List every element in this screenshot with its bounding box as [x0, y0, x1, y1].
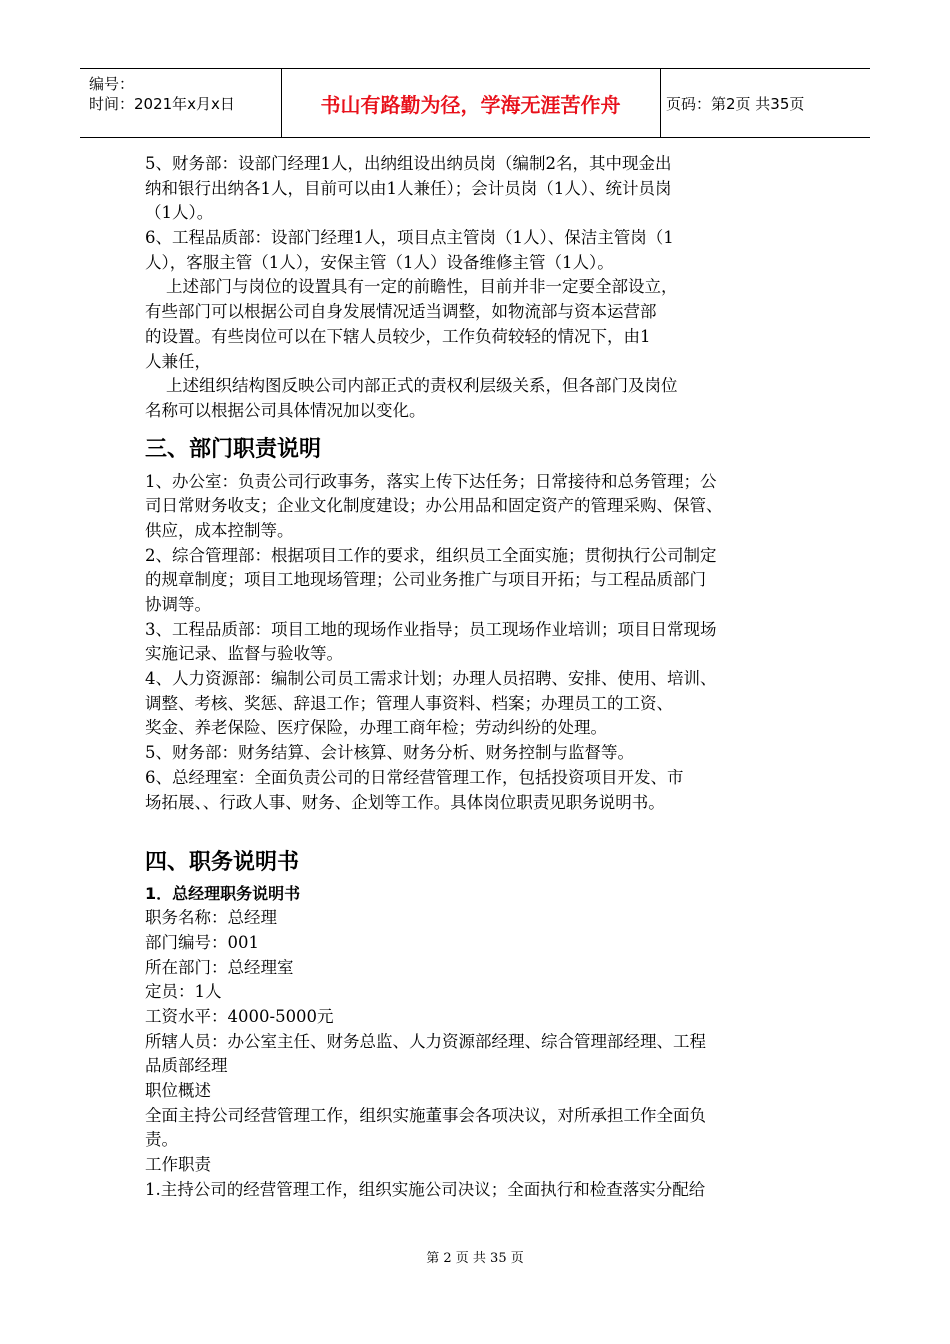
text-line: 调整、考核、奖惩、辞退工作；管理人事资料、档案；办理员工的工资、 — [145, 693, 673, 713]
text-line: 定员：1人 — [145, 982, 222, 1002]
page-footer: 第 2 页 共 35 页 — [426, 1251, 524, 1266]
text-line: 5、财务部：财务结算、会计核算、财务分析、财务控制与监督等。 — [145, 743, 634, 763]
text-line: 协调等。 — [145, 595, 211, 614]
text-line: 3、工程品质部：项目工地的现场作业指导；员工现场作业培训；项目日常现场 — [145, 619, 717, 639]
text-line: 1.主持公司的经营管理工作，组织实施公司决议；全面执行和检查落实分配给 — [145, 1179, 706, 1199]
text-line: 1、办公室：负责公司行政事务，落实上传下达任务；日常接待和总务管理；公 — [145, 471, 717, 491]
text-line: 奖金、养老保险、医疗保险，办理工商年检；劳动纠纷的处理。 — [145, 718, 607, 738]
text-line: 人），客服主管（1人），安保主管（1人）设备维修主管（1人）。 — [145, 252, 614, 272]
text-line: 品质部经理 — [145, 1056, 228, 1076]
text-line: 的规章制度；项目工地现场管理；公司业务推广与项目开拓；与工程品质部门 — [145, 570, 706, 590]
text-line: 工作职责 — [145, 1155, 211, 1175]
org-structure-paragraphs — [145, 152, 825, 424]
text-line: 5、财务部：设部门经理1人，出纳组设出纳员岗（编制2名，其中现金出 — [145, 154, 672, 173]
dept-duties-paragraphs — [145, 470, 825, 816]
subheading-gm-job-description: 1．总经理职务说明书 — [145, 884, 301, 904]
text-line: 所辖人员：办公室主任、财务总监、人力资源部经理、综合管理部经理、工程 — [145, 1031, 706, 1051]
document-body — [145, 152, 825, 1202]
header-motto: 书山有路勤为径，学海无涯苦作舟 — [320, 92, 621, 117]
text-line: 司日常财务收支；企业文化制度建设；办公用品和固定资产的管理采购、保管、 — [145, 496, 723, 516]
text-line: 纳和银行出纳各1人，目前可以由1人兼任）；会计员岗（1人）、统计员岗 — [145, 178, 672, 198]
text-line: 2、综合管理部：根据项目工作的要求，组织员工全面实施；贯彻执行公司制定 — [145, 545, 717, 565]
header-page-label: 页码：第2页 共35页 — [666, 94, 805, 113]
text-line: 职务名称：总经理 — [145, 908, 277, 928]
document-date-label: 时间：2021年x月x日 — [89, 95, 235, 113]
text-line: 场拓展、、行政人事、财务、企划等工作。具体岗位职责见职务说明书。 — [145, 792, 665, 812]
section-heading-dept-duties: 三、部门职责说明 — [145, 436, 322, 462]
page-header — [80, 68, 870, 138]
text-line: 供应，成本控制等。 — [145, 520, 294, 540]
gm-job-description-paragraphs — [145, 906, 825, 1202]
header-divider — [660, 69, 661, 137]
text-line: 的设置。有些岗位可以在下辖人员较少，工作负荷较轻的情况下，由1 — [145, 326, 651, 346]
text-line: 部门编号：001 — [145, 932, 259, 952]
text-line: 上述组织结构图反映公司内部正式的责权利层级关系，但各部门及岗位 — [145, 376, 678, 396]
header-meta — [80, 69, 281, 137]
text-line: 4、人力资源部：编制公司员工需求计划；办理人员招聘、安排、使用、培训、 — [145, 669, 717, 689]
text-line: 所在部门：总经理室 — [145, 957, 294, 977]
text-line: 名称可以根据公司具体情况加以变化。 — [145, 400, 426, 420]
text-line: （1人）。 — [145, 203, 214, 223]
text-line: 全面主持公司经营管理工作，组织实施董事会各项决议，对所承担工作全面负 — [145, 1105, 706, 1125]
text-line: 实施记录、监督与验收等。 — [145, 644, 343, 664]
text-line: 责。 — [145, 1130, 178, 1150]
text-line: 6、总经理室：全面负责公司的日常经营管理工作，包括投资项目开发、市 — [145, 767, 684, 787]
text-line: 工资水平：4000-5000元 — [145, 1006, 334, 1026]
text-line: 有些部门可以根据公司自身发展情况适当调整，如物流部与资本运营部 — [145, 302, 657, 322]
document-number-label: 编号： — [89, 75, 135, 93]
text-line: 6、工程品质部：设部门经理1人，项目点主管岗（1人）、保洁主管岗（1 — [145, 228, 674, 248]
text-line: 人兼任， — [145, 351, 211, 371]
section-heading-job-descriptions: 四、职务说明书 — [145, 850, 300, 876]
text-line: 职位概述 — [145, 1081, 211, 1100]
text-line: 上述部门与岗位的设置具有一定的前瞻性，目前并非一定要全部设立， — [145, 277, 678, 297]
